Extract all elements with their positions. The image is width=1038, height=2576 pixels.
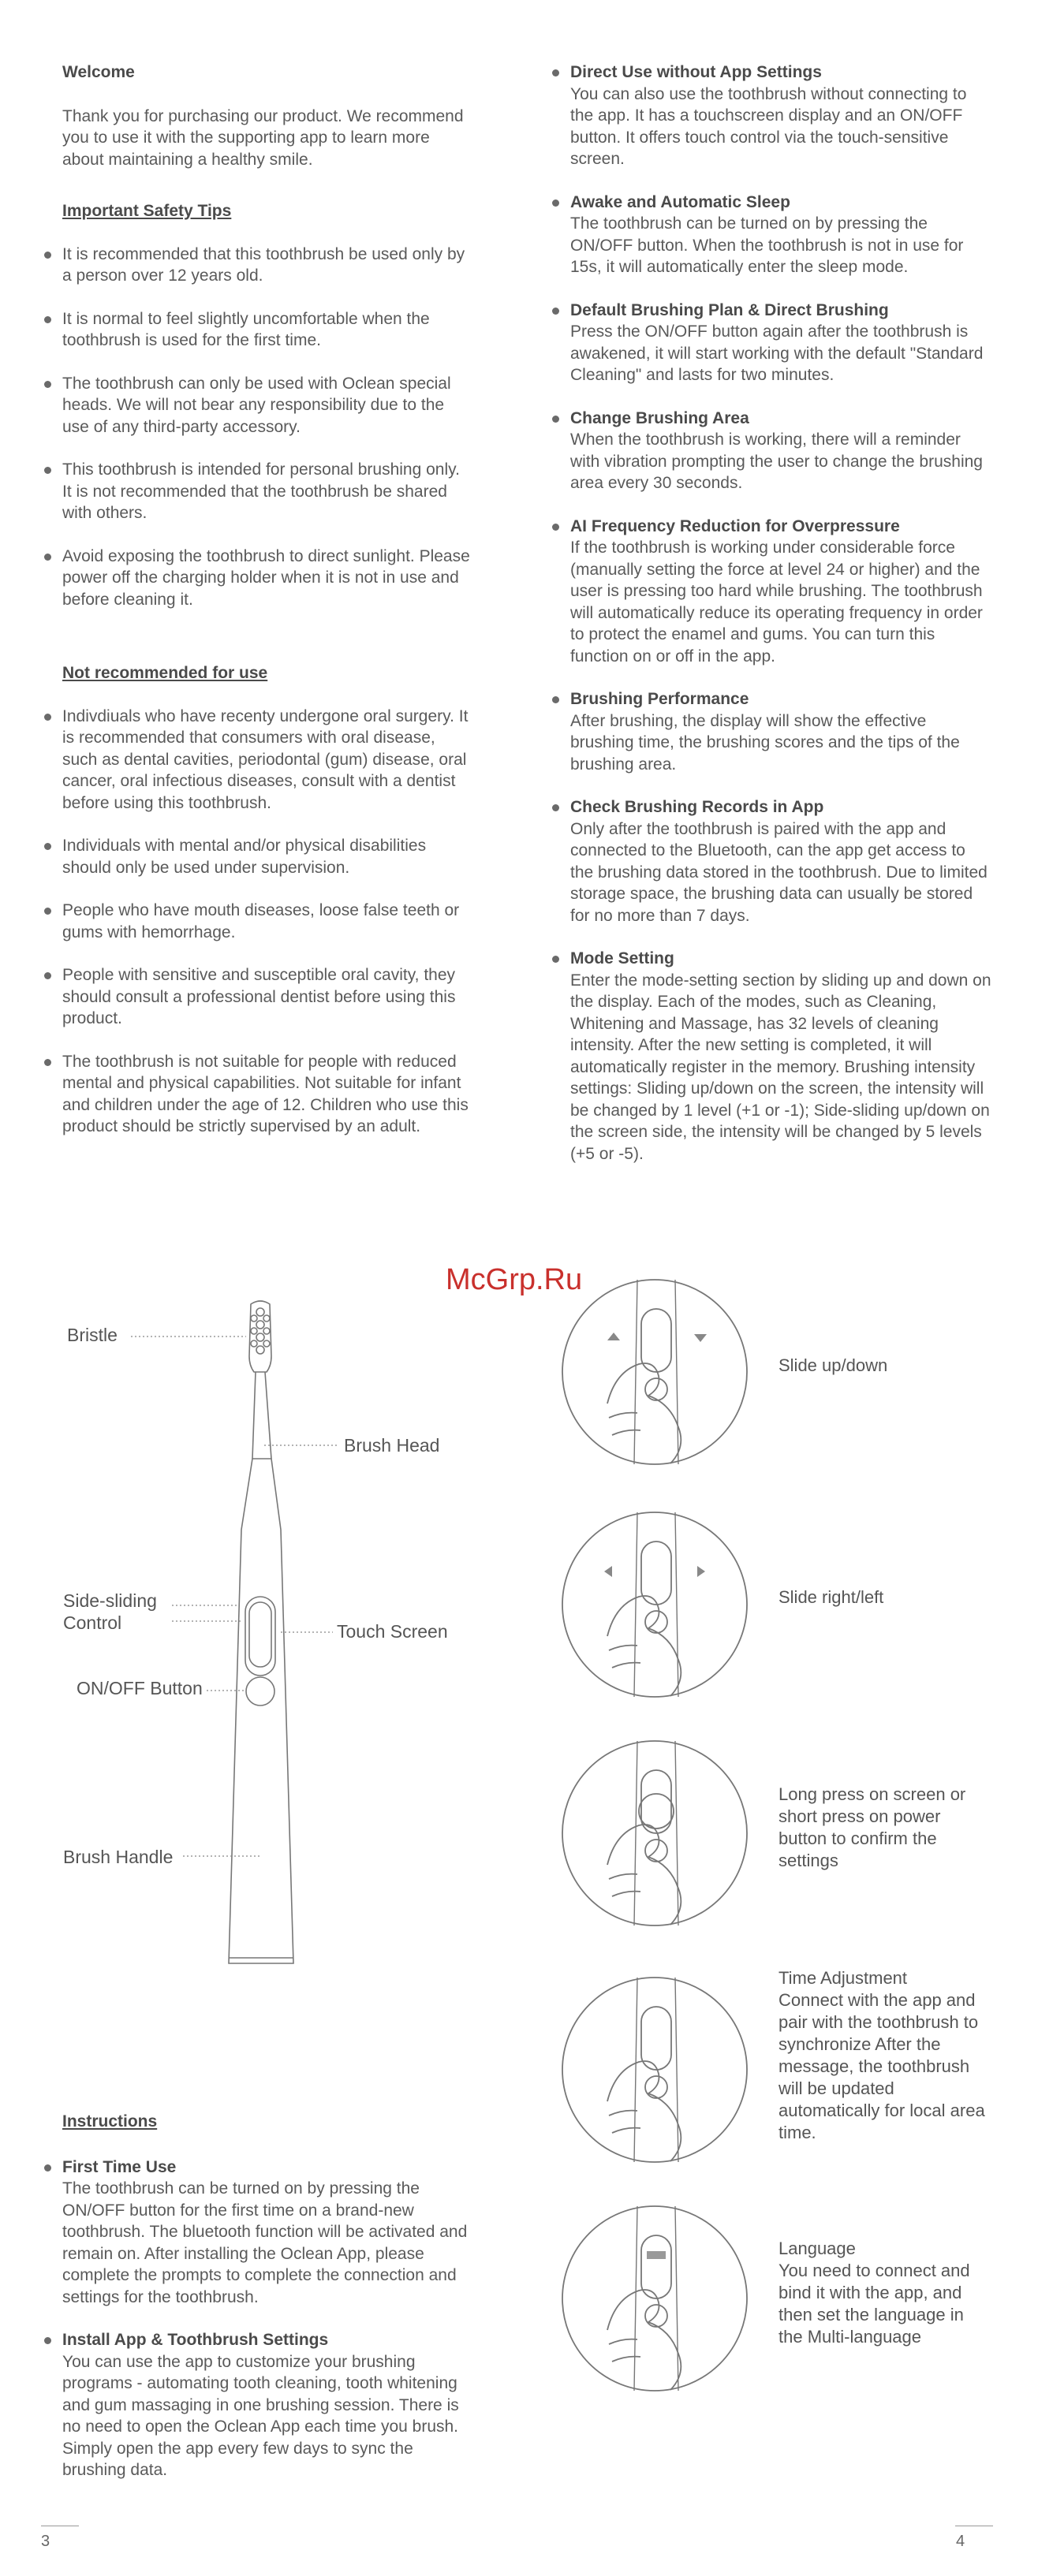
feature-list xyxy=(570,62,992,1165)
feature-item xyxy=(570,948,992,1165)
not-recommended-list xyxy=(62,706,472,1138)
instructions-section xyxy=(62,2111,472,2481)
feature-text: You can also use the toothbrush without connecting to the app. It has a touchscreen display and an ON/OFF button. It offers touch control via the touch-sensitive screen. xyxy=(570,84,967,168)
right-column xyxy=(570,62,992,1165)
not-recommended-item: Indivdiuals who have recenty undergone oral surgery. It is recommended that consumers with oral disease, such as dental cavities, periodontal (gum) disease, oral cancer, oral infectious diseases, consult with a dentist before using this toothbrush. xyxy=(62,706,472,815)
gesture-label-3: Long press on screen or short press on power button to confirm the settings xyxy=(778,1784,966,1870)
not-recommended-title: Not recommended for use xyxy=(62,664,268,682)
gesture-label-2: Slide right/left xyxy=(778,1587,884,1607)
feature-item xyxy=(570,516,992,668)
label-onoff: ON/OFF Button xyxy=(77,1678,203,1698)
label-bristle: Bristle xyxy=(67,1325,118,1345)
label-handle: Brush Handle xyxy=(63,1847,174,1867)
feature-title: Brushing Performance xyxy=(570,688,992,710)
label-touch-screen: Touch Screen xyxy=(337,1621,448,1642)
safety-list xyxy=(62,244,472,611)
feature-title: AI Frequency Reduction for Overpressure xyxy=(570,516,992,538)
feature-item xyxy=(570,192,992,278)
not-recommended-item: Individuals with mental and/or physical disabilities should only be used under supervision. xyxy=(62,835,472,878)
page-number-right: 4 xyxy=(956,2533,965,2550)
gesture-label-1: Slide up/down xyxy=(778,1355,888,1375)
feature-text: If the toothbrush is working under considerable force (manually setting the force at level 24 or higher) and the user is pressing too hard while brushing. The toothbrush will automatically reduce its operating frequency in order to protect the enamel and gums. You can turn this function on or off in the app. xyxy=(570,539,983,665)
not-recommended-item: People who have mouth diseases, loose false teeth or gums with hemorrhage. xyxy=(62,900,472,943)
instructions-title: Instructions xyxy=(62,2112,158,2131)
watermark: McGrp.Ru xyxy=(446,1263,583,1296)
feature-text: Only after the toothbrush is paired with the app and connected to the Bluetooth, can the app get access to the brushing data stored in the toothbrush. Due to limited storage space, the brushing data can usually be stored for no more than 7 days. xyxy=(570,819,988,925)
safety-item: The toothbrush can only be used with Oclean special heads. We will not bear any responsibility due to the use of any third-party accessory. xyxy=(62,373,472,438)
feature-title: Change Brushing Area xyxy=(570,408,992,430)
label-side-sliding: Side-sliding Control xyxy=(63,1590,157,1633)
gesture-circle-4 xyxy=(560,1975,749,2164)
instructions-list xyxy=(62,2157,472,2481)
feature-title: Default Brushing Plan & Direct Brushing xyxy=(570,300,992,322)
feature-title: Check Brushing Records in App xyxy=(570,796,992,818)
not-recommended-item: The toothbrush is not suitable for people with reduced mental and physical capabilities. Not suitable for infant and children under the age of 12. Children who use this product should be strictly supervised by an adult. xyxy=(62,1051,472,1138)
page-number-left: 3 xyxy=(41,2533,50,2550)
safety-item: It is normal to feel slightly uncomfortable when the toothbrush is used for the first time. xyxy=(62,308,472,352)
feature-item xyxy=(570,408,992,494)
feature-text: When the toothbrush is working, there will a reminder with vibration prompting the user to change the brushing area every 30 seconds. xyxy=(570,431,983,492)
instruction-item xyxy=(62,2329,472,2481)
welcome-text: Thank you for purchasing our product. We recommend you to use it with the supporting app to learn more about maintaining a healthy smile. xyxy=(62,106,464,169)
feature-title: Mode Setting xyxy=(570,948,992,970)
gesture-circle-5 xyxy=(560,2204,749,2393)
brush-handle-shape xyxy=(229,1459,293,1963)
feature-item xyxy=(570,300,992,386)
feature-text: The toothbrush can be turned on by pressing the ON/OFF button. When the toothbrush is not in use for 15s, it will automatically enter the sleep mode. xyxy=(570,214,964,276)
instruction-text: The toothbrush can be turned on by pressing the ON/OFF button for the first time on a brand-new toothbrush. The bluetooth function will be activated and remain on. After installing the Oclean App, please complete the prompts to complete the connection and settings for the toothbrush. xyxy=(62,2179,468,2306)
safety-item: This toothbrush is intended for personal brushing only. It is not recommended that the toothbrush be shared with others. xyxy=(62,459,472,524)
gesture-circle-3 xyxy=(560,1739,749,1928)
instruction-text: You can use the app to customize your brushing programs - automating tooth cleaning, tooth whitening and gum massaging in one brushing session. There is no need to open the Oclean App each time you brush. Simply open the app every few days to sync the brushing data. xyxy=(62,2352,459,2479)
gesture-label-4: Time Adjustment Connect with the app and pair with the toothbrush to synchronize After the message, the toothbrush will be updated automatically for local area time. xyxy=(778,1968,985,2142)
feature-title: Direct Use without App Settings xyxy=(570,62,992,84)
feature-text: After brushing, the display will show the effective brushing time, the brushing scores and the tips of the brushing area. xyxy=(570,711,960,774)
not-recommended-item: People with sensitive and susceptible oral cavity, they should consult a professional dentist before using this product. xyxy=(62,964,472,1030)
safety-item: Avoid exposing the toothbrush to direct sunlight. Please power off the charging holder when it is not in use and before cleaning it. xyxy=(62,546,472,611)
feature-item xyxy=(570,796,992,926)
gesture-circle-2 xyxy=(560,1510,749,1699)
feature-item xyxy=(570,688,992,775)
safety-title: Important Safety Tips xyxy=(62,202,232,220)
welcome-title: Welcome xyxy=(62,63,135,81)
feature-text: Press the ON/OFF button again after the toothbrush is awakened, it will start working with the default "Standard Cleaning" and lasts for two minutes. xyxy=(570,322,984,384)
feature-text: Enter the mode-setting section by sliding up and down on the display. Each of the modes, such as Cleaning, Whitening and Massage, has 32 levels of cleaning intensity. After the new setting is completed, it will automatically register in the memory. Brushing intensity settings: Sliding up/down on the screen, the intensity will be changed by 1 level (+1 or -1); Side-sliding up/down on the screen side, the intensity will be changed by 5 levels (+5 or -5). xyxy=(570,971,991,1163)
feature-item xyxy=(570,62,992,170)
feature-title: Awake and Automatic Sleep xyxy=(570,192,992,214)
gesture-label-5: Language You need to connect and bind it with the app, and then set the language in the Multi-language xyxy=(778,2239,970,2347)
instruction-title: First Time Use xyxy=(62,2157,472,2179)
bristle-head-shape xyxy=(249,1301,271,1372)
instruction-item xyxy=(62,2157,472,2309)
label-brush-head: Brush Head xyxy=(344,1435,440,1456)
gesture-circle-1 xyxy=(560,1277,749,1467)
instruction-title: Install App & Toothbrush Settings xyxy=(62,2329,472,2351)
safety-item: It is recommended that this toothbrush be used only by a person over 12 years old. xyxy=(62,244,472,287)
left-column xyxy=(62,62,472,1138)
